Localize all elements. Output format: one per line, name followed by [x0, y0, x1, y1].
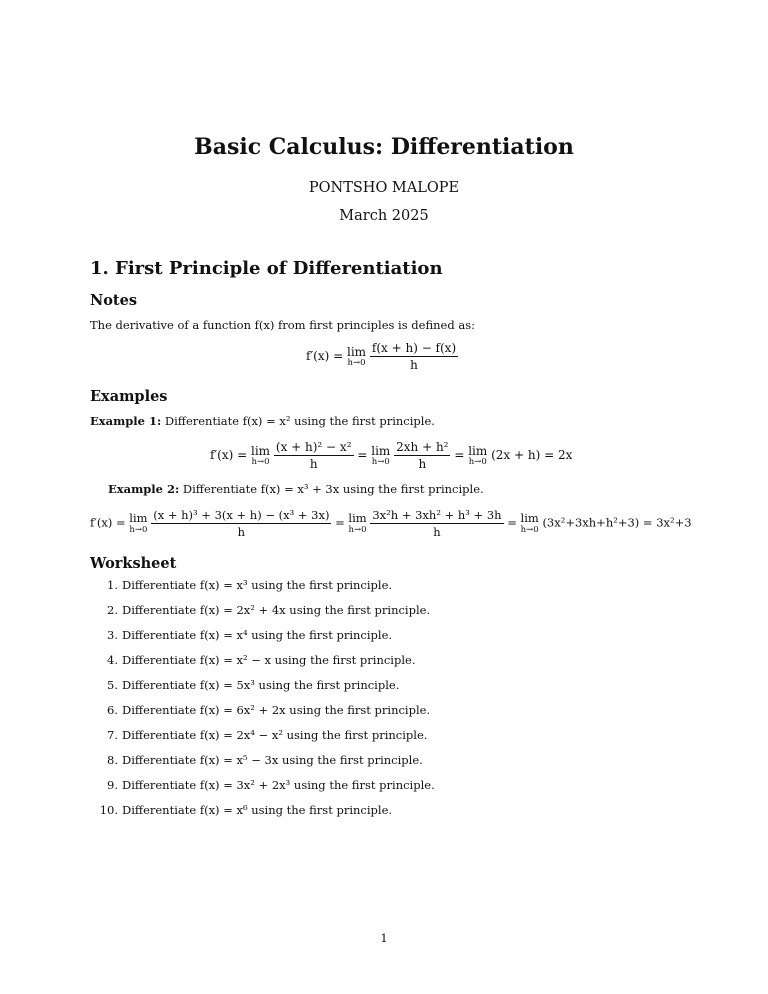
document-date: March 2025 — [339, 208, 429, 224]
example2-text: Differentiate f(x) = x³ + 3x using the first principle. — [182, 482, 484, 496]
page-number: 1 — [380, 931, 388, 945]
section-heading: 1. First Principle of Differentiation — [90, 258, 443, 279]
worksheet-heading: Worksheet — [90, 555, 177, 572]
notes-heading: Notes — [90, 292, 138, 309]
worksheet-item: 10. Differentiate f(x) = x⁶ using the first principle. — [99, 803, 393, 817]
worksheet-item: 8. Differentiate f(x) = x⁵ − 3x using the first principle. — [107, 753, 423, 767]
example1-statement — [90, 414, 435, 428]
worksheet-item: 2. Differentiate f(x) = 2x² + 4x using the first principle. — [107, 603, 431, 617]
notes-text: The derivative of a function f(x) from first principles is defined as: — [90, 318, 475, 332]
worksheet-item: 9. Differentiate f(x) = 3x² + 2x³ using the first principle. — [107, 778, 435, 792]
document-title: Basic Calculus: Differentiation — [194, 134, 574, 160]
worksheet-item: 6. Differentiate f(x) = 6x² + 2x using the first principle. — [107, 703, 431, 717]
definition-lhs: f′(x) = — [306, 349, 344, 363]
worksheet-item: 1. Differentiate f(x) = x³ using the first principle. — [107, 578, 393, 592]
worksheet-item: 3. Differentiate f(x) = x⁴ using the first principle. — [107, 628, 393, 642]
example2-formula: f′(x) = lim h→0 $\frac{\text{(x + h)³ + 3(x + h) − (x³ + 3x)}}{h}$ = lim h→0 $\frac{\text{3x²h + 3xh² + h³ + 3h}}{h}$ = lim h→0 (3x²+3xh+h²+3) = 3x²+3 — [90, 508, 692, 539]
example1-text: Differentiate f(x) = x² using the first principle. — [164, 414, 435, 428]
example2-statement — [108, 482, 484, 496]
definition-fraction: $\frac{f(x + h) - f(x)}{h}$ — [371, 341, 457, 372]
document-author: PONTSHO MALOPE — [308, 180, 460, 196]
example1-label: Example 1: — [90, 414, 162, 428]
worksheet-item: 5. Differentiate f(x) = 5x³ using the first principle. — [107, 678, 400, 692]
definition-formula — [306, 341, 458, 372]
examples-heading: Examples — [90, 388, 168, 405]
example2-label: Example 2: — [108, 482, 180, 496]
limit-operator: lim h→0 — [347, 344, 367, 368]
worksheet-item: 7. Differentiate f(x) = 2x⁴ − x² using the first principle. — [107, 728, 428, 742]
example1-formula: f′(x) = lim h→0 $\frac{\text{(x + h)² − x²}}{h}$ = lim h→0 $\frac{\text{2xh + h²}}{h}$ = lim h→0 (2x + h) = 2x — [210, 440, 573, 471]
worksheet-item: 4. Differentiate f(x) = x² − x using the first principle. — [107, 653, 416, 667]
